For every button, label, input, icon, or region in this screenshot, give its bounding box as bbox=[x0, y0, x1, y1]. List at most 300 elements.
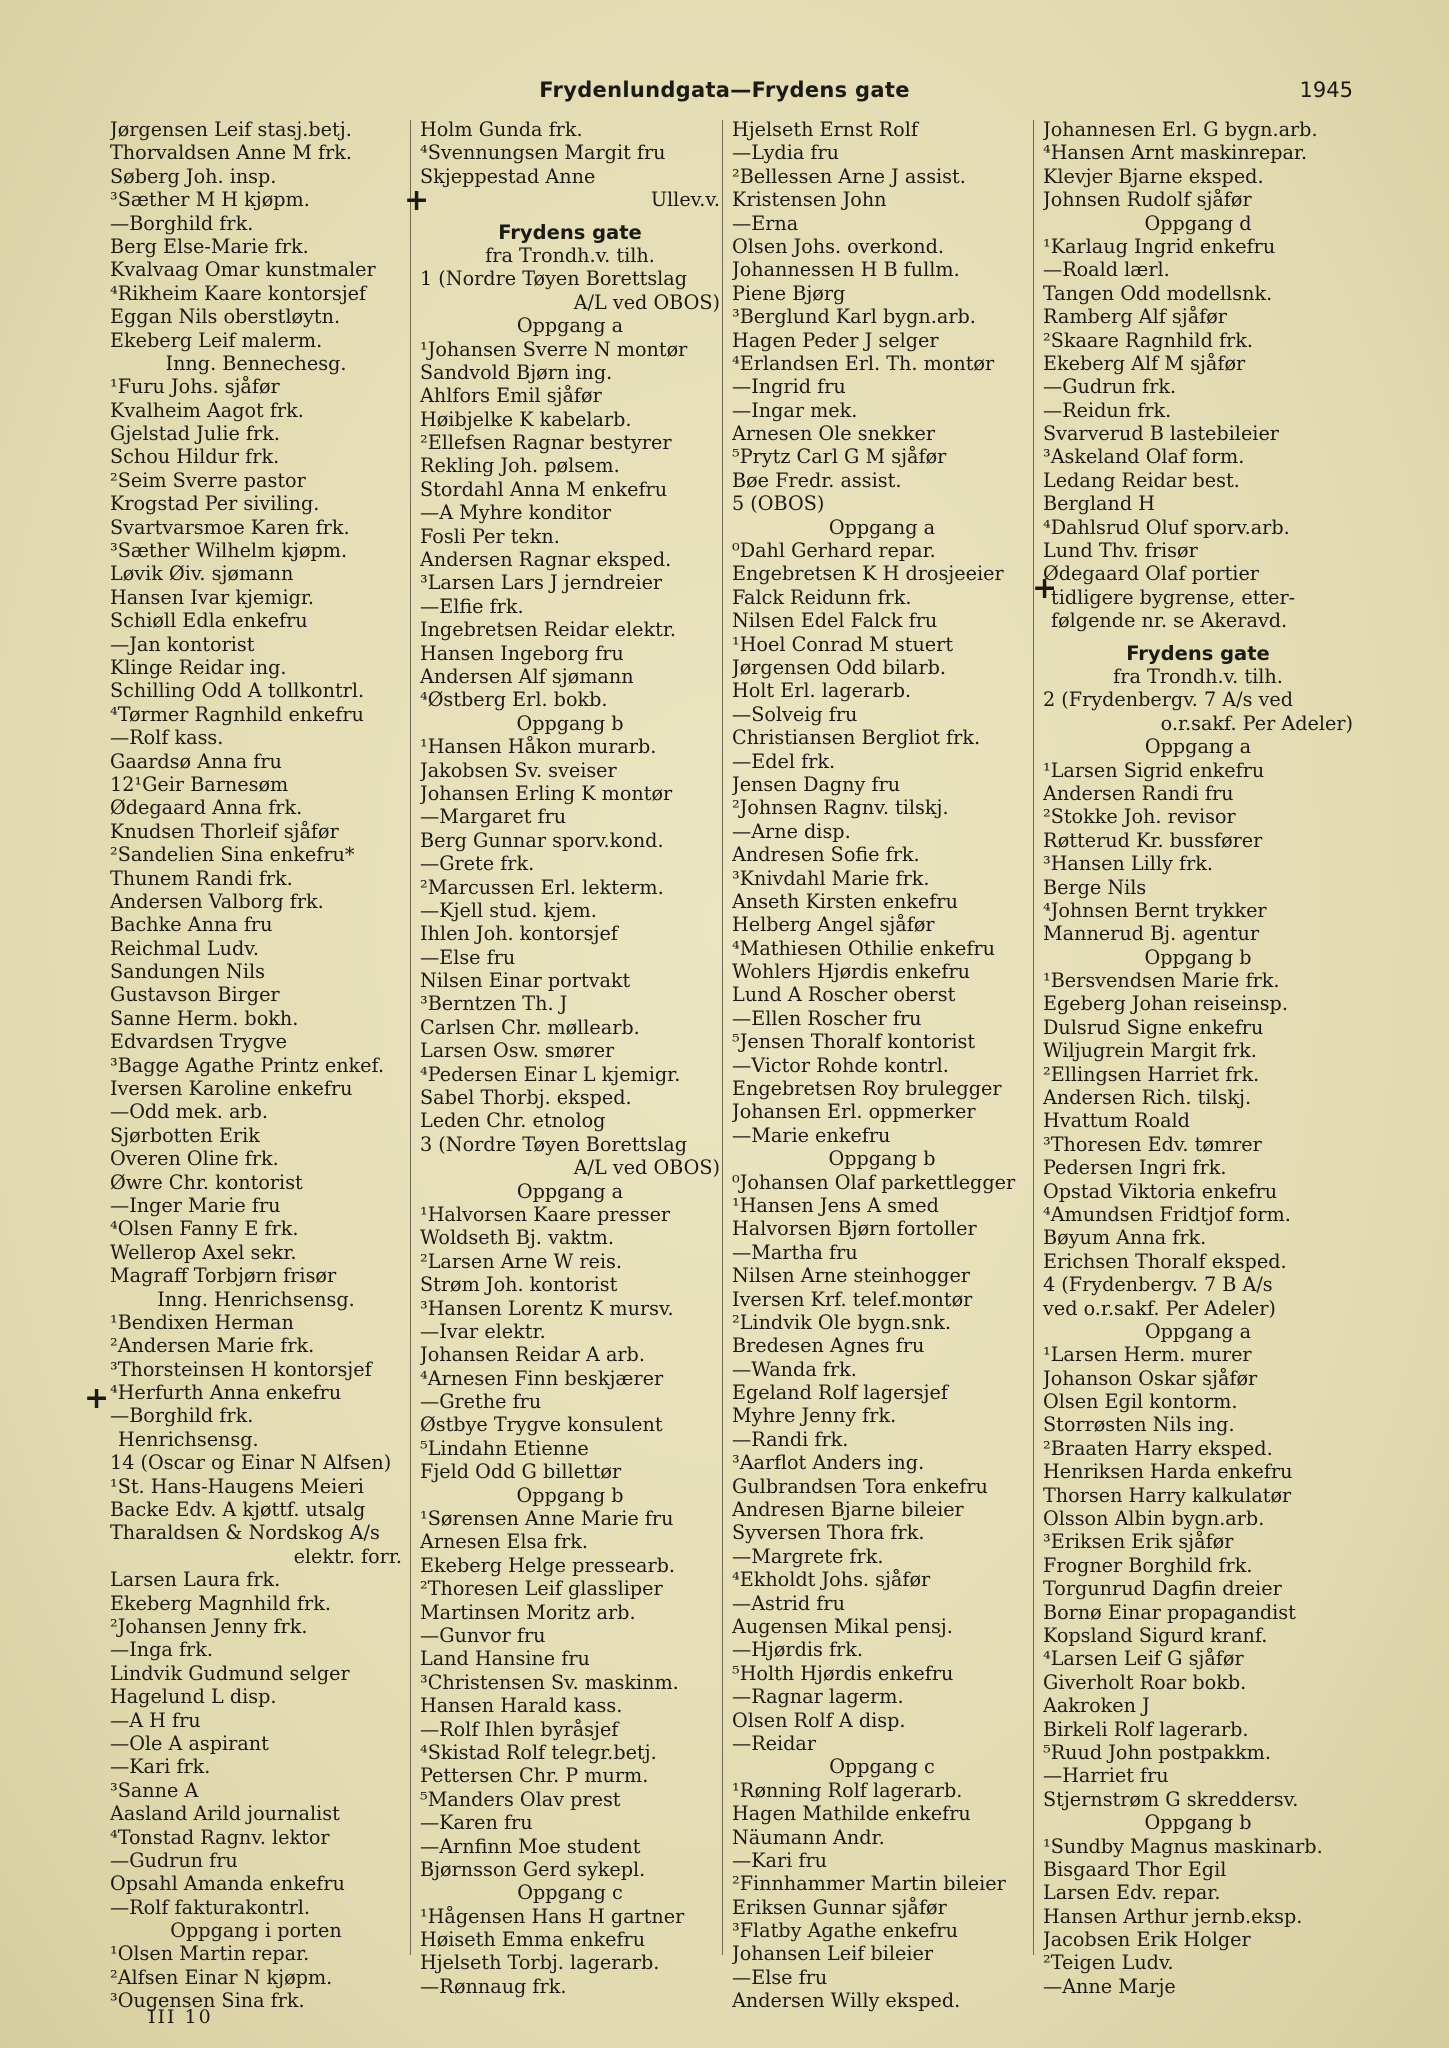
directory-entry: Piene Bjørg bbox=[732, 281, 846, 305]
directory-entry: Egeland Rolf lagersjef bbox=[732, 1381, 948, 1405]
directory-entry: ¹Halvorsen Kaare presser bbox=[420, 1202, 671, 1226]
directory-entry: Wellerop Axel sekr. bbox=[110, 1240, 297, 1264]
directory-entry: Østbye Trygve konsulent bbox=[420, 1413, 663, 1437]
directory-entry: ²Ellefsen Ragnar bestyrer bbox=[420, 431, 672, 455]
directory-entry: 14 (Oscar og Einar N Alfsen) bbox=[110, 1451, 392, 1475]
directory-entry: ²Stokke Joh. revisor bbox=[1043, 805, 1236, 829]
directory-entry: Augensen Mikal pensj. bbox=[732, 1615, 953, 1638]
directory-entry: —Arnfinn Moe student bbox=[420, 1834, 641, 1858]
directory-entry: Gaardsø Anna fru bbox=[110, 749, 282, 773]
directory-entry: Svarverud B lastebileier bbox=[1043, 422, 1279, 446]
directory-entry: ²Ellingsen Harriet frk. bbox=[1043, 1062, 1260, 1086]
directory-entry: Kristensen John bbox=[732, 188, 887, 212]
entrance-heading: Oppgang a bbox=[1144, 735, 1252, 759]
directory-entry: ²Marcussen Erl. lekterm. bbox=[420, 875, 664, 899]
directory-entry: ³Sanne A bbox=[110, 1778, 199, 1802]
directory-entry: ²Braaten Harry eksped. bbox=[1043, 1436, 1273, 1460]
directory-entry: Hagen Mathilde enkefru bbox=[732, 1802, 971, 1826]
directory-entry: Hagelund L disp. bbox=[110, 1685, 277, 1709]
directory-entry: —A H fru bbox=[110, 1708, 201, 1732]
directory-entry: Nilsen Arne steinhogger bbox=[732, 1264, 970, 1288]
directory-entry: Syversen Thora frk. bbox=[732, 1521, 925, 1545]
directory-entry: ¹Larsen Sigrid enkefru bbox=[1043, 758, 1265, 782]
directory-entry: ³Flatby Agathe enkefru bbox=[732, 1919, 958, 1943]
continuation-line: o.r.sakf. Per Adeler) bbox=[1160, 711, 1353, 735]
directory-entry: 12¹Geir Barnesøm bbox=[110, 772, 289, 796]
directory-entry: Gustavson Birger bbox=[110, 983, 280, 1007]
directory-entry: ¹St. Hans-Haugens Meieri bbox=[110, 1474, 364, 1498]
spacer bbox=[420, 212, 720, 221]
directory-entry: —Else fru bbox=[732, 1965, 828, 1989]
directory-entry: Reichmal Ludv. bbox=[110, 936, 259, 960]
directory-column-2 bbox=[420, 118, 720, 1998]
entrance-heading: Oppgang b bbox=[828, 1147, 936, 1171]
directory-entry: Näumann Andr. bbox=[732, 1825, 885, 1849]
directory-entry: tidligere bygrense, etter- bbox=[1051, 585, 1296, 609]
directory-entry: Opsahl Amanda enkefru bbox=[110, 1872, 345, 1896]
continuation-line: A/L ved OBOS) bbox=[573, 290, 720, 314]
directory-entry: Johnsen Rudolf sjåfør bbox=[1043, 188, 1252, 212]
directory-entry: ⁴Larsen Leif G sjåfør bbox=[1043, 1647, 1244, 1671]
directory-entry: Henriksen Harda enkefru bbox=[1043, 1460, 1293, 1484]
directory-entry: —Victor Rohde kontrl. bbox=[732, 1053, 949, 1077]
cross-marker-icon: + bbox=[84, 1381, 110, 1416]
directory-entry: Strøm Joh. kontorist bbox=[420, 1273, 618, 1297]
directory-entry: Olsen Rolf A disp. bbox=[732, 1708, 906, 1732]
directory-entry: —Ingrid fru bbox=[732, 375, 846, 399]
directory-entry: 5 (OBOS) bbox=[732, 492, 825, 516]
directory-entry: Gulbrandsen Tora enkefru bbox=[732, 1474, 988, 1498]
directory-entry: Edvardsen Trygve bbox=[110, 1030, 287, 1054]
directory-entry: ¹Bendixen Herman bbox=[110, 1310, 294, 1334]
entrance-heading: Oppgang i porten bbox=[170, 1919, 342, 1943]
directory-entry: Schiøll Edla enkefru bbox=[110, 609, 308, 633]
directory-entry: —Gudrun fru bbox=[110, 1848, 238, 1872]
directory-entry: Bornø Einar propagandist bbox=[1043, 1600, 1296, 1624]
directory-entry: ⁴Skistad Rolf telegr.betj. bbox=[420, 1740, 657, 1764]
entrance-heading: Oppgang a bbox=[828, 515, 936, 539]
entrance-heading: Inng. Bennechesg. bbox=[165, 351, 347, 375]
directory-entry: Overen Oline frk. bbox=[110, 1147, 279, 1171]
directory-entry: ²Andersen Marie frk. bbox=[110, 1334, 315, 1358]
directory-entry: —Roald lærl. bbox=[1043, 258, 1170, 282]
directory-entry: Kvalheim Aagot frk. bbox=[110, 398, 304, 422]
page-number: 1945 bbox=[1299, 78, 1353, 102]
directory-entry: Hagen Peder J selger bbox=[732, 328, 939, 352]
directory-entry: Johansen Erl. oppmerker bbox=[732, 1100, 976, 1124]
directory-entry: Birkeli Rolf lagerarb. bbox=[1043, 1717, 1249, 1741]
directory-entry: ²Larsen Arne W reis. bbox=[420, 1249, 622, 1273]
entrance-heading: Oppgang d bbox=[1144, 211, 1252, 235]
directory-entry: Kvalvaag Omar kunstmaler bbox=[110, 258, 376, 282]
directory-entry: Lund Thv. frisør bbox=[1043, 539, 1198, 563]
directory-entry: ³Askeland Olaf form. bbox=[1043, 445, 1245, 469]
directory-entry: Berg Gunnar sporv.kond. bbox=[420, 828, 664, 852]
directory-entry: ²Alfsen Einar N kjøpm. bbox=[110, 1965, 333, 1989]
directory-entry: Henrichsensg. bbox=[118, 1427, 259, 1451]
directory-entry: Løvik Øiv. sjømann bbox=[110, 562, 294, 586]
continuation-line: A/L ved OBOS) bbox=[573, 1156, 720, 1180]
directory-entry: ¹Hansen Jens A smed bbox=[732, 1193, 939, 1217]
directory-entry: Myhre Jenny frk. bbox=[732, 1404, 897, 1428]
directory-entry: Jørgensen Leif stasj.betj. bbox=[110, 118, 352, 141]
directory-entry: —Ole A aspirant bbox=[110, 1731, 269, 1755]
directory-entry: Aasland Arild journalist bbox=[110, 1802, 340, 1826]
directory-entry: Woldseth Bj. vaktm. bbox=[420, 1226, 614, 1250]
cross-marker-icon: + bbox=[404, 183, 430, 218]
directory-entry: Johannessen H B fullm. bbox=[732, 258, 960, 282]
directory-entry: ²Lindvik Ole bygn.snk. bbox=[732, 1310, 952, 1334]
directory-entry: —Borghild frk. bbox=[110, 211, 254, 235]
entrance-heading: Oppgang a bbox=[1144, 1319, 1252, 1343]
directory-entry: Schou Hildur frk. bbox=[110, 445, 280, 469]
column-divider bbox=[1033, 120, 1034, 1955]
directory-entry: —Odd mek. arb. bbox=[110, 1100, 268, 1124]
directory-entry: Olsen Johs. overkond. bbox=[732, 234, 945, 258]
directory-entry: Bachke Anna fru bbox=[110, 913, 273, 937]
entrance-heading: fra Trondh.v. tilh. bbox=[1113, 664, 1283, 688]
directory-entry: Holt Erl. lagerarb. bbox=[732, 679, 912, 703]
entrance-heading: fra Trondh.v. tilh. bbox=[485, 243, 655, 267]
directory-entry: Hansen Harald kass. bbox=[420, 1694, 623, 1718]
directory-entry: ³Berntzen Th. J bbox=[420, 992, 568, 1016]
directory-entry: Pettersen Chr. P murm. bbox=[420, 1764, 649, 1788]
directory-entry: Sjørbotten Erik bbox=[110, 1123, 260, 1147]
directory-column-1 bbox=[110, 118, 402, 2013]
directory-entry: Hjelseth Torbj. lagerarb. bbox=[420, 1951, 660, 1975]
directory-entry: ⁵Holth Hjørdis enkefru bbox=[732, 1661, 954, 1685]
column-divider bbox=[410, 120, 411, 1955]
directory-entry: Bisgaard Thor Egil bbox=[1043, 1857, 1227, 1881]
directory-entry: ⁴Dahlsrud Oluf sporv.arb. bbox=[1043, 515, 1290, 539]
directory-entry: ¹Sundby Magnus maskinarb. bbox=[1043, 1834, 1323, 1858]
directory-entry: Andersen Valborg frk. bbox=[110, 889, 324, 913]
directory-entry: Torgunrud Dagfin dreier bbox=[1043, 1577, 1282, 1601]
directory-entry: —Marie enkefru bbox=[732, 1123, 891, 1147]
directory-entry: ⁰Dahl Gerhard repar. bbox=[732, 539, 936, 563]
entrance-heading: Oppgang b bbox=[1144, 945, 1252, 969]
directory-entry: —Karen fru bbox=[420, 1811, 533, 1835]
directory-entry: Frogner Borghild frk. bbox=[1043, 1553, 1253, 1577]
directory-entry: Sandvold Bjørn ing. bbox=[420, 360, 613, 384]
directory-entry: Falck Reidunn frk. bbox=[732, 585, 912, 609]
directory-entry: Holm Gunda frk. bbox=[420, 118, 583, 141]
directory-entry: Engebretsen Roy brulegger bbox=[732, 1077, 1002, 1101]
directory-entry: —Ingar mek. bbox=[732, 398, 858, 422]
directory-entry: —Anne Marje bbox=[1043, 1974, 1176, 1998]
directory-entry: ²Johnsen Ragnv. tilskj. bbox=[732, 796, 949, 820]
directory-entry: —Reidar bbox=[732, 1731, 817, 1755]
entrance-heading: Oppgang b bbox=[516, 711, 624, 735]
directory-entry: Søberg Joh. insp. bbox=[110, 164, 277, 188]
directory-entry: ³Thorsteinsen H kontorsjef bbox=[110, 1357, 372, 1381]
directory-entry: ³Thoresen Edv. tømrer bbox=[1043, 1132, 1262, 1156]
directory-entry: Carlsen Chr. møllearb. bbox=[420, 1015, 640, 1039]
directory-entry: Bøe Fredr. assist. bbox=[732, 468, 902, 492]
directory-entry: —Kari frk. bbox=[110, 1755, 211, 1779]
directory-entry: ²Johansen Jenny frk. bbox=[110, 1615, 308, 1638]
directory-entry: Land Hansine fru bbox=[420, 1647, 590, 1671]
directory-entry: ⁴Olsen Fanny E frk. bbox=[110, 1217, 299, 1241]
directory-entry: —Margrete frk. bbox=[732, 1544, 884, 1568]
directory-entry: ³Berglund Karl bygn.arb. bbox=[732, 305, 976, 329]
directory-entry: Fjeld Odd G billettør bbox=[420, 1460, 622, 1484]
continuation-line: elektr. forr. bbox=[293, 1544, 402, 1568]
directory-entry: Rekling Joh. pølsem. bbox=[420, 454, 620, 478]
directory-entry: ³Larsen Lars J jerndreier bbox=[420, 571, 663, 595]
directory-entry: Bredesen Agnes fru bbox=[732, 1334, 925, 1358]
directory-entry: ¹Hoel Conrad M stuert bbox=[732, 632, 954, 656]
entrance-heading: Oppgang b bbox=[1144, 1811, 1252, 1835]
directory-entry: Andersen Alf sjømann bbox=[420, 664, 634, 688]
directory-entry: —Ellen Roscher fru bbox=[732, 1006, 922, 1030]
directory-entry: —Rønnaug frk. bbox=[420, 1974, 567, 1998]
directory-entry: Opstad Viktoria enkefru bbox=[1043, 1179, 1278, 1203]
directory-entry: —Inga frk. bbox=[110, 1638, 213, 1662]
directory-entry: Helberg Angel sjåfør bbox=[732, 913, 935, 937]
directory-entry: Thorvaldsen Anne M frk. bbox=[110, 141, 353, 165]
directory-entry: Eggan Nils oberstløytn. bbox=[110, 305, 341, 329]
directory-entry: —Astrid fru bbox=[732, 1591, 845, 1615]
directory-entry: Ødegaard Anna frk. bbox=[110, 796, 303, 820]
directory-entry: ³Bagge Agathe Printz enkef. bbox=[110, 1053, 385, 1077]
directory-entry: ⁴Herfurth Anna enkefru bbox=[110, 1381, 342, 1405]
directory-entry: ¹Bersvendsen Marie frk. bbox=[1043, 969, 1280, 993]
directory-entry: —Solveig fru bbox=[732, 702, 858, 726]
directory-entry: Johansen Leif bileier bbox=[732, 1942, 934, 1966]
directory-entry: Stordahl Anna M enkefru bbox=[420, 477, 668, 501]
directory-entry: Berg Else-Marie frk. bbox=[110, 234, 309, 258]
directory-entry: Svartvarsmoe Karen frk. bbox=[110, 515, 350, 539]
directory-entry: ²Sandelien Sina enkefru* bbox=[110, 843, 355, 867]
directory-entry: Bergland H bbox=[1043, 492, 1155, 516]
directory-entry: Olsen Egil kontorm. bbox=[1043, 1390, 1238, 1414]
directory-entry: Andersen Ragnar eksped. bbox=[420, 548, 672, 572]
directory-entry: Schilling Odd A tollkontrl. bbox=[110, 679, 365, 703]
directory-entry: ³Hansen Lorentz K mursv. bbox=[420, 1296, 674, 1320]
directory-entry: ⁴Amundsen Fridtjof form. bbox=[1043, 1202, 1291, 1226]
spacer bbox=[1043, 633, 1353, 642]
directory-entry: ²Finnhammer Martin bileier bbox=[732, 1872, 1006, 1896]
entrance-heading: Oppgang a bbox=[516, 1179, 624, 1203]
entrance-heading: Oppgang c bbox=[829, 1755, 935, 1779]
directory-entry: Engebretsen K H drosjeeier bbox=[732, 562, 1004, 586]
directory-entry: Eriksen Gunnar sjåfør bbox=[732, 1895, 947, 1919]
directory-entry: Andresen Bjarne bileier bbox=[732, 1498, 964, 1522]
directory-entry: —Kjell stud. kjem. bbox=[420, 898, 597, 922]
directory-entry: 4 (Frydenbergv. 7 B A/s bbox=[1043, 1273, 1273, 1297]
directory-entry: Høibjelke K kabelarb. bbox=[420, 407, 632, 431]
directory-entry: —Grete frk. bbox=[420, 852, 535, 876]
directory-entry: ⁵Prytz Carl G M sjåfør bbox=[732, 445, 947, 469]
directory-entry: ⁵Jensen Thoralf kontorist bbox=[732, 1030, 976, 1054]
directory-entry: —Harriet fru bbox=[1043, 1764, 1169, 1788]
directory-entry: ⁴Svennungsen Margit fru bbox=[420, 141, 666, 165]
directory-entry: Stjernstrøm G skreddersv. bbox=[1043, 1787, 1299, 1811]
directory-entry: Larsen Laura frk. bbox=[110, 1568, 281, 1592]
directory-entry: Krogstad Per siviling. bbox=[110, 492, 320, 516]
directory-entry: ²Bellessen Arne J assist. bbox=[732, 164, 966, 188]
directory-entry: Arnesen Ole snekker bbox=[732, 422, 936, 446]
directory-entry: Klinge Reidar ing. bbox=[110, 655, 287, 679]
directory-entry: Nilsen Edel Falck fru bbox=[732, 609, 938, 633]
directory-entry: ³Ougensen Sina frk. bbox=[110, 1989, 305, 2013]
directory-entry: —Ragnar lagerm. bbox=[732, 1685, 904, 1709]
directory-entry: Ekeberg Helge pressearb. bbox=[420, 1553, 675, 1577]
directory-entry: ³Sæther Wilhelm kjøpm. bbox=[110, 539, 348, 563]
directory-entry: ⁴Tonstad Ragnv. lektor bbox=[110, 1825, 330, 1849]
directory-entry: Ramberg Alf sjåfør bbox=[1043, 305, 1227, 329]
directory-entry: —Ivar elektr. bbox=[420, 1319, 546, 1343]
directory-entry: ¹Hansen Håkon murarb. bbox=[420, 735, 657, 759]
directory-entry: Berge Nils bbox=[1043, 875, 1147, 899]
directory-entry: ³Knivdahl Marie frk. bbox=[732, 866, 930, 890]
directory-entry: ¹Rønning Rolf lagerarb. bbox=[732, 1778, 963, 1802]
directory-entry: Iversen Krf. telef.montør bbox=[732, 1287, 973, 1311]
directory-entry: —Martha fru bbox=[732, 1240, 858, 1264]
directory-entry: Jensen Dagny fru bbox=[732, 772, 901, 796]
directory-entry: Hansen Ingeborg fru bbox=[420, 641, 624, 665]
directory-entry: Jacobsen Erik Holger bbox=[1043, 1928, 1251, 1952]
directory-entry: Arnesen Elsa frk. bbox=[420, 1530, 588, 1554]
directory-entry: Tangen Odd modellsnk. bbox=[1043, 281, 1273, 305]
directory-entry: ⁴Arnesen Finn beskjærer bbox=[420, 1366, 664, 1390]
directory-entry: Andersen Willy eksped. bbox=[732, 1989, 961, 2013]
directory-entry: Egeberg Johan reiseinsp. bbox=[1043, 992, 1288, 1016]
directory-entry: Ødegaard Olaf portier bbox=[1043, 562, 1259, 586]
entrance-heading: Oppgang a bbox=[516, 314, 624, 338]
directory-entry: Ingebretsen Reidar elektr. bbox=[420, 618, 677, 642]
page-footer: III 10 bbox=[148, 2006, 213, 2028]
directory-entry: ¹Larsen Herm. murer bbox=[1043, 1343, 1252, 1367]
directory-entry: —Jan kontorist bbox=[110, 632, 255, 656]
directory-entry: ²Seim Sverre pastor bbox=[110, 468, 306, 492]
directory-column-4 bbox=[1043, 118, 1353, 1998]
directory-column-3 bbox=[732, 118, 1032, 2013]
directory-entry: —Borghild frk. bbox=[110, 1404, 254, 1428]
street-heading: Frydens gate bbox=[1126, 641, 1270, 665]
directory-entry: —Gudrun frk. bbox=[1043, 375, 1177, 399]
directory-entry: ⁴Hansen Arnt maskinrepar. bbox=[1043, 141, 1308, 165]
directory-entry: Larsen Edv. repar. bbox=[1043, 1881, 1221, 1905]
directory-entry: Kopsland Sigurd kranf. bbox=[1043, 1624, 1268, 1647]
directory-entry: Andresen Sofie frk. bbox=[732, 843, 920, 867]
directory-entry: ⁴Rikheim Kaare kontorsjef bbox=[110, 281, 367, 305]
directory-entry: Dulsrud Signe enkefru bbox=[1043, 1015, 1264, 1039]
directory-entry: ¹Furu Johs. sjåfør bbox=[110, 375, 280, 399]
directory-entry: Ekeberg Magnhild frk. bbox=[110, 1591, 331, 1615]
directory-entry: ved o.r.sakf. Per Adeler) bbox=[1043, 1296, 1276, 1320]
directory-entry: ³Sæther M H kjøpm. bbox=[110, 188, 310, 212]
entrance-heading: Inng. Henrichsensg. bbox=[157, 1287, 355, 1311]
street-heading: Frydens gate bbox=[498, 220, 642, 244]
directory-entry: Nilsen Einar portvakt bbox=[420, 969, 631, 993]
directory-entry: Bøyum Anna frk. bbox=[1043, 1226, 1207, 1250]
directory-entry: Ekeberg Alf M sjåfør bbox=[1043, 351, 1246, 375]
directory-entry: ⁴Tørmer Ragnhild enkefru bbox=[110, 702, 364, 726]
directory-entry: —Margaret fru bbox=[420, 805, 567, 829]
directory-entry: ²Thoresen Leif glassliper bbox=[420, 1577, 663, 1601]
directory-entry: Wiljugrein Margit frk. bbox=[1043, 1039, 1257, 1063]
directory-entry: ³Eriksen Erik sjåfør bbox=[1043, 1530, 1234, 1554]
directory-entry: Martinsen Moritz arb. bbox=[420, 1600, 636, 1624]
directory-entry: Sandungen Nils bbox=[110, 960, 265, 984]
directory-entry: —Edel frk. bbox=[732, 749, 836, 773]
directory-entry: Skjeppestad Anne bbox=[420, 164, 596, 188]
directory-entry: Ledang Reidar best. bbox=[1043, 468, 1240, 492]
directory-entry: Tharaldsen & Nordskog A/s bbox=[110, 1521, 380, 1545]
directory-entry: Bjørnsson Gerd sykepl. bbox=[420, 1857, 646, 1881]
directory-entry: Øwre Chr. kontorist bbox=[110, 1170, 303, 1194]
directory-entry: —Reidun frk. bbox=[1043, 398, 1172, 422]
directory-entry: Larsen Osw. smører bbox=[420, 1039, 615, 1063]
directory-entry: Anseth Kirsten enkefru bbox=[732, 889, 958, 913]
directory-entry: Knudsen Thorleif sjåfør bbox=[110, 819, 339, 843]
directory-entry: Lund A Roscher oberst bbox=[732, 983, 956, 1007]
directory-entry: —A Myhre konditor bbox=[420, 501, 612, 525]
directory-entry: ⁵Ruud John postpakkm. bbox=[1043, 1740, 1271, 1764]
directory-entry: —Rolf Ihlen byråsjef bbox=[420, 1717, 619, 1741]
directory-entry: —Gunvor fru bbox=[420, 1624, 546, 1647]
directory-entry: Klevjer Bjarne eksped. bbox=[1043, 164, 1264, 188]
directory-entry: Ihlen Joh. kontorsjef bbox=[420, 922, 618, 946]
directory-entry: ²Skaare Ragnhild frk. bbox=[1043, 328, 1253, 352]
directory-entry: ¹Johansen Sverre N montør bbox=[420, 337, 688, 361]
directory-entry: Iversen Karoline enkefru bbox=[110, 1077, 353, 1101]
directory-entry: Johanson Oskar sjåfør bbox=[1043, 1366, 1258, 1390]
directory-entry: ²Teigen Ludv. bbox=[1043, 1951, 1174, 1975]
directory-entry: ³Hansen Lilly frk. bbox=[1043, 852, 1213, 876]
directory-entry: ¹Hågensen Hans H gartner bbox=[420, 1904, 685, 1928]
directory-entry: Storrøsten Nils ing. bbox=[1043, 1413, 1235, 1437]
directory-entry: Gjelstad Julie frk. bbox=[110, 422, 280, 446]
directory-entry: ³Aarflot Anders ing. bbox=[732, 1451, 925, 1475]
directory-entry: ⁴Johnsen Bernt trykker bbox=[1043, 898, 1267, 922]
directory-entry: —Kari fru bbox=[732, 1848, 828, 1872]
entrance-heading: Oppgang b bbox=[516, 1483, 624, 1507]
directory-entry: Pedersen Ingri frk. bbox=[1043, 1156, 1227, 1180]
directory-entry: Ahlfors Emil sjåfør bbox=[420, 384, 602, 408]
directory-entry: ⁵Lindahn Etienne bbox=[420, 1436, 589, 1460]
directory-entry: Halvorsen Bjørn fortoller bbox=[732, 1217, 977, 1241]
directory-entry: Andersen Randi fru bbox=[1043, 781, 1234, 805]
directory-entry: ¹Karlaug Ingrid enkefru bbox=[1043, 234, 1276, 258]
directory-entry: Mannerud Bj. agentur bbox=[1043, 922, 1259, 946]
directory-entry: Ekeberg Leif malerm. bbox=[110, 328, 323, 352]
directory-entry: —Rolf fakturakontrl. bbox=[110, 1895, 311, 1919]
directory-entry: —Erna bbox=[732, 211, 799, 235]
directory-entry: —Hjørdis frk. bbox=[732, 1638, 863, 1662]
directory-entry: 1 (Nordre Tøyen Borettslag bbox=[420, 267, 688, 291]
directory-entry: ⁴Erlandsen Erl. Th. montør bbox=[732, 351, 995, 375]
directory-entry: —Elfie frk. bbox=[420, 594, 524, 618]
directory-entry: Thunem Randi frk. bbox=[110, 866, 293, 890]
directory-entry: Røtterud Kr. bussfører bbox=[1043, 828, 1263, 852]
directory-entry: Giverholt Roar bokb. bbox=[1043, 1670, 1247, 1694]
directory-entry: 2 (Frydenbergv. 7 A/s ved bbox=[1043, 688, 1294, 712]
continuation-line: Ullev.v. bbox=[650, 188, 720, 212]
directory-entry: ⁴Pedersen Einar L kjemigr. bbox=[420, 1062, 681, 1086]
directory-entry: Wohlers Hjørdis enkefru bbox=[732, 960, 971, 984]
directory-entry: ⁴Mathiesen Othilie enkefru bbox=[732, 936, 995, 960]
entrance-heading: Oppgang c bbox=[517, 1881, 623, 1905]
directory-entry: Leden Chr. etnolog bbox=[420, 1109, 606, 1133]
directory-entry: —Rolf kass. bbox=[110, 726, 224, 750]
directory-entry: —Arne disp. bbox=[732, 819, 851, 843]
directory-entry: ⁴Ekholdt Johs. sjåfør bbox=[732, 1568, 931, 1592]
page-header-title: Frydenlundgata—Frydens gate bbox=[539, 78, 910, 102]
directory-entry: —Grethe fru bbox=[420, 1390, 542, 1414]
